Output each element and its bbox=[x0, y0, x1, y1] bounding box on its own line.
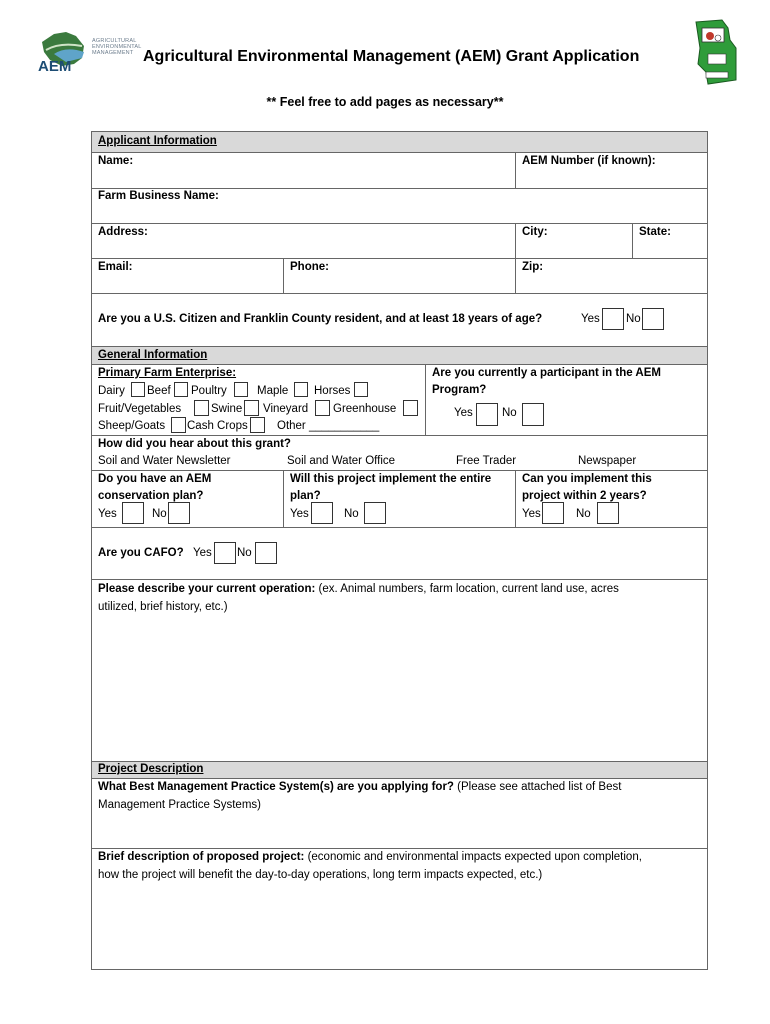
aem-participant-no-label: No bbox=[502, 407, 517, 419]
state-field[interactable] bbox=[677, 224, 705, 257]
aem-number-field[interactable] bbox=[516, 172, 706, 187]
cafo-no-checkbox[interactable] bbox=[255, 542, 277, 564]
aem-participant-no-checkbox[interactable] bbox=[522, 403, 544, 426]
operation-prompt: Please describe your current operation: (ex. Animal numbers, farm location, current land use, acres utilized, brief history, etc.) bbox=[98, 583, 619, 613]
implement-entire-yes-checkbox[interactable] bbox=[311, 502, 333, 524]
cash-crops-checkbox[interactable] bbox=[250, 417, 265, 433]
within-2yr-yes-label: Yes bbox=[522, 508, 541, 520]
poultry-label: Poultry bbox=[191, 385, 227, 397]
sheep-goats-checkbox[interactable] bbox=[171, 417, 186, 433]
phone-field[interactable] bbox=[336, 259, 511, 292]
farm-business-field[interactable] bbox=[222, 189, 702, 222]
citizen-yes-label: Yes bbox=[581, 313, 600, 325]
enterprise-label: Primary Farm Enterprise: bbox=[98, 367, 237, 379]
hear-option-free-trader[interactable]: Free Trader bbox=[456, 455, 517, 467]
operation-textarea[interactable] bbox=[96, 620, 702, 758]
swine-label: Swine bbox=[211, 403, 243, 415]
horses-label: Horses bbox=[314, 385, 351, 397]
maple-checkbox[interactable] bbox=[294, 382, 308, 397]
bmp-textarea[interactable] bbox=[96, 817, 702, 847]
implement-entire-no-label: No bbox=[344, 508, 359, 520]
conservation-yes-checkbox[interactable] bbox=[122, 502, 144, 524]
cafo-yes-label: Yes bbox=[193, 547, 212, 559]
aem-participant-question-line2: Program? bbox=[432, 384, 487, 396]
implement-entire-yes-label: Yes bbox=[290, 508, 309, 520]
brief-description-prompt: Brief description of proposed project: (economic and environmental impacts expected upon completion, how the project will benefit the day-to-day operations, long term impacts expected, etc.) bbox=[98, 851, 642, 881]
page-title: Agricultural Environmental Management (AEM) Grant Application bbox=[143, 48, 640, 65]
bmp-prompt: What Best Management Practice System(s) are you applying for? (Please see attached list of Best Management Practice Systems) bbox=[98, 781, 622, 811]
logo-wordmark: AGRICULTURAL ENVIRONMENTAL MANAGEMENT bbox=[92, 38, 142, 56]
implement-entire-question-line2: plan? bbox=[290, 490, 321, 502]
conservation-yes-label: Yes bbox=[98, 508, 117, 520]
other-label: Other ___________ bbox=[277, 420, 380, 432]
greenhouse-checkbox[interactable] bbox=[403, 400, 418, 416]
implement-entire-no-checkbox[interactable] bbox=[364, 502, 386, 524]
aem-participant-yes-label: Yes bbox=[454, 407, 473, 419]
hear-option-newsletter[interactable]: Soil and Water Newsletter bbox=[98, 455, 231, 467]
cash-crops-label: Cash Crops bbox=[187, 420, 248, 432]
within-2yr-no-checkbox[interactable] bbox=[597, 502, 619, 524]
email-label: Email: bbox=[98, 261, 133, 273]
hear-option-newspaper[interactable]: Newspaper bbox=[578, 455, 637, 467]
address-label: Address: bbox=[98, 226, 148, 238]
beef-checkbox[interactable] bbox=[174, 382, 188, 397]
email-field[interactable] bbox=[138, 259, 278, 292]
city-label: City: bbox=[522, 226, 548, 238]
applicant-section-title: Applicant Information bbox=[98, 135, 217, 147]
vineyard-checkbox[interactable] bbox=[315, 400, 330, 416]
citizen-yes-checkbox[interactable] bbox=[602, 308, 624, 330]
state-label: State: bbox=[639, 226, 671, 238]
implement-entire-question-line1: Will this project implement the entire bbox=[290, 473, 492, 485]
citizen-no-checkbox[interactable] bbox=[642, 308, 664, 330]
page-subtitle: ** Feel free to add pages as necessary** bbox=[266, 95, 504, 109]
poultry-checkbox[interactable] bbox=[234, 382, 248, 397]
within-2yr-question-line2: project within 2 years? bbox=[522, 490, 647, 502]
horses-checkbox[interactable] bbox=[354, 382, 368, 397]
address-field[interactable] bbox=[152, 224, 512, 257]
conservation-plan-question-line2: conservation plan? bbox=[98, 490, 204, 502]
swine-checkbox[interactable] bbox=[244, 400, 259, 416]
hear-option-office[interactable]: Soil and Water Office bbox=[287, 455, 396, 467]
fruit-veg-label: Fruit/Vegetables bbox=[98, 403, 182, 415]
zip-field[interactable] bbox=[544, 259, 704, 292]
name-label: Name: bbox=[98, 155, 134, 167]
cafo-question: Are you CAFO? bbox=[98, 547, 184, 559]
logo-abbrev: AEM bbox=[38, 58, 72, 75]
aem-participant-question-line1: Are you currently a participant in the AEM bbox=[432, 367, 661, 379]
conservation-no-label: No bbox=[152, 508, 167, 520]
general-section-title: General Information bbox=[98, 349, 208, 361]
aem-logo bbox=[36, 24, 144, 78]
dairy-label: Dairy bbox=[98, 385, 125, 397]
county-map-logo bbox=[692, 18, 740, 88]
aem-participant-yes-checkbox[interactable] bbox=[476, 403, 498, 426]
cafo-no-label: No bbox=[237, 547, 252, 559]
within-2yr-no-label: No bbox=[576, 508, 591, 520]
fruit-veg-checkbox[interactable] bbox=[194, 400, 209, 416]
name-field[interactable] bbox=[142, 153, 512, 187]
beef-label: Beef bbox=[147, 385, 171, 397]
cafo-yes-checkbox[interactable] bbox=[214, 542, 236, 564]
phone-label: Phone: bbox=[290, 261, 329, 273]
within-2yr-question-line1: Can you implement this bbox=[522, 473, 652, 485]
city-field[interactable] bbox=[552, 224, 628, 257]
conservation-plan-question-line1: Do you have an AEM bbox=[98, 473, 212, 485]
greenhouse-label: Greenhouse bbox=[333, 403, 397, 415]
zip-label: Zip: bbox=[522, 261, 544, 273]
within-2yr-yes-checkbox[interactable] bbox=[542, 502, 564, 524]
citizen-question: Are you a U.S. Citizen and Franklin County resident, and at least 18 years of age? bbox=[98, 313, 543, 325]
sheep-goats-label: Sheep/Goats bbox=[98, 420, 166, 432]
citizen-no-label: No bbox=[626, 313, 641, 325]
grant-application-form bbox=[91, 131, 708, 970]
aem-number-label: AEM Number (if known): bbox=[522, 155, 656, 167]
farm-business-label: Farm Business Name: bbox=[98, 190, 219, 202]
brief-description-textarea[interactable] bbox=[96, 888, 702, 966]
hear-question: How did you hear about this grant? bbox=[98, 438, 291, 450]
vineyard-label: Vineyard bbox=[263, 403, 309, 415]
conservation-no-checkbox[interactable] bbox=[168, 502, 190, 524]
dairy-checkbox[interactable] bbox=[131, 382, 145, 397]
maple-label: Maple bbox=[257, 385, 289, 397]
project-section-title: Project Description bbox=[98, 763, 204, 775]
